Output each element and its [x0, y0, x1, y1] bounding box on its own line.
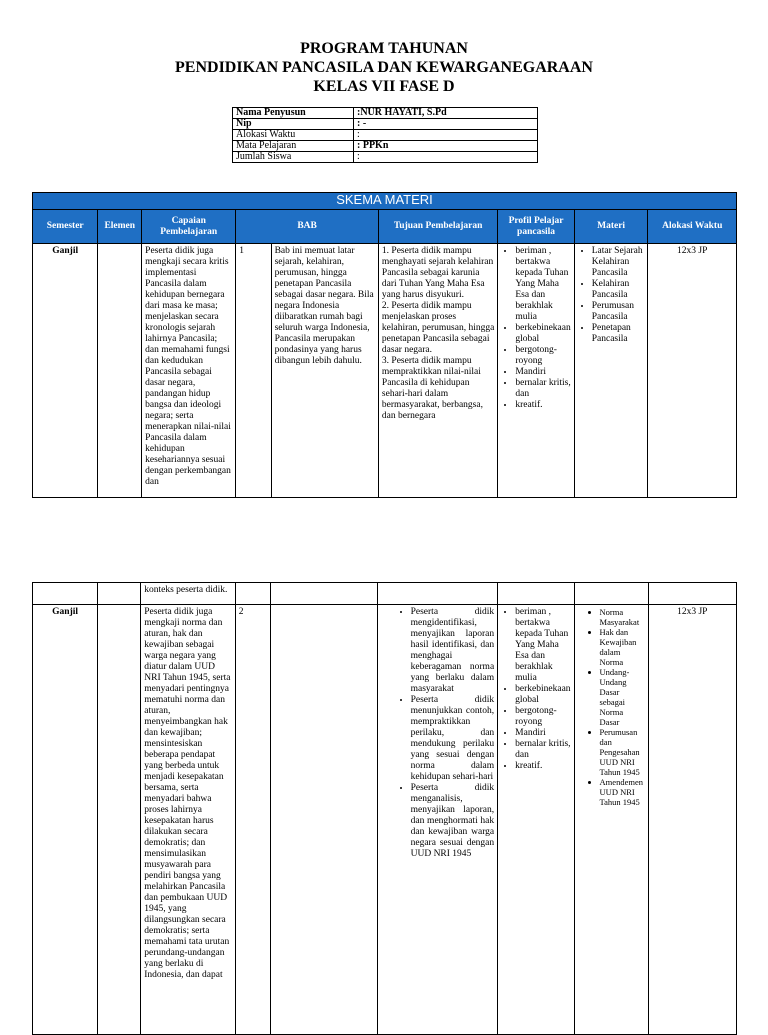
info-value: : PPKn: [354, 141, 538, 152]
list-item: • bergotong-royong: [515, 706, 570, 728]
list-item: • Perumusan dan Pengesahan UUD NRI Tahun 1945: [600, 727, 645, 777]
list-item: • Peserta didik menunjukkan contoh, mempraktikkan perilaku, dan mendukung perilaku yang sesuai dengan norma dalam kehidupan sehari-hari: [411, 695, 495, 783]
info-table: [232, 107, 538, 163]
list-item: • kreatif.: [515, 761, 570, 772]
cell-elemen: [98, 244, 142, 498]
tujuan-item: 3. Peserta didik mampu mempraktikkan nilai-nilai Pancasila di kehidupan sehari-hari dalam bermasyarakat, berbangsa, dan bernegara: [381, 356, 483, 421]
list-item: • Penetapan Pancasila: [592, 323, 645, 345]
cell-bab-number: 1: [236, 244, 271, 498]
info-value: :NUR HAYATI, S.Pd: [354, 108, 538, 119]
list-item: • Latar Sejarah Kelahiran Pancasila: [592, 246, 645, 279]
table-row: [33, 244, 737, 498]
cell-tujuan: [377, 605, 498, 1035]
list-item: • Mandiri: [515, 728, 570, 739]
list-item: • Peserta didik mengidentifikasi, menyajikan laporan hasil identifikasi, dan menghagai keberagaman norma yang berlaku dalam masyarakat: [411, 607, 495, 695]
list-item: • beriman , bertakwa kepada Tuhan Yang Maha Esa dan berakhlak mulia: [515, 607, 570, 684]
list-item: • kreatif.: [515, 400, 570, 411]
list-item: • Perumusan Pancasila: [592, 301, 645, 323]
page-class-title: KELAS VII FASE D: [313, 78, 455, 95]
cell-semester: Ganjil: [33, 605, 98, 1035]
column-headers: [33, 210, 737, 244]
list-item: • berkebinekaan global: [515, 684, 570, 706]
header-bab: BAB: [236, 210, 379, 244]
list-item: • Amendemen UUD NRI Tahun 1945: [600, 777, 645, 807]
cell-capaian: Peserta didik juga mengkaji norma dan aturan, hak dan kewajiban sebagai warga negara yang diatur dalam UUD NRI Tahun 1945, serta menyadari pentingnya mematuhi norma dan aturan, menyeimbangkan hak dan kewajiban; mensintesiskan beberapa pendapat yang berbeda untuk menjadi kesepakatan bersama, serta menyadari bahwa proses lahirnya kesepakatan harus dilakukan secara demokratis; dan mensimulasikan musyawarah para pendiri bangsa yang melahirkan Pancasila dan pembukaan UUD 1945, yang dilangsungkan secara demokratis; serta memahami tata urutan perundang-undangan yang berlaku di Indonesia, dan dapat: [141, 605, 235, 1035]
table-row: [33, 583, 737, 605]
list-item: • Undang-Undang Dasar sebagai Norma Dasar: [600, 667, 645, 727]
cell-bab-description: Bab ini memuat latar sejarah, kelahiran, perumusan, hingga penetapan Pancasila sebagai dasar negara. Bila negara Indonesia diibaratkan rumah bagi seluruh warga Indonesia, Pancasila merupakan pondasinya yang harus dibangun lebih dahulu.: [271, 244, 378, 498]
list-item: • beriman , bertakwa kepada Tuhan Yang Maha Esa dan berakhlak mulia: [515, 246, 570, 323]
tujuan-item: 2. Peserta didik mampu menjelaskan proses kelahiran, perumusan, hingga penetapan Pancasila sebagai dasar negara.: [381, 301, 495, 355]
header-semester: Semester: [33, 210, 98, 244]
header-elemen: Elemen: [98, 210, 142, 244]
cell-alokasi: 12x3 JP: [648, 605, 737, 1035]
skema-table-continued: [32, 582, 737, 1035]
cell-tujuan: [378, 244, 497, 498]
cell-bab-description: [271, 605, 377, 1035]
info-row: [233, 119, 538, 130]
info-row: [233, 141, 538, 152]
header-capaian: Capaian Pembelajaran: [142, 210, 236, 244]
cell-materi: [574, 244, 648, 498]
info-row: [233, 130, 538, 141]
info-row: [233, 152, 538, 163]
cell-elemen: [98, 605, 141, 1035]
list-item: • bergotong-royong: [515, 345, 570, 367]
info-label: Alokasi Waktu: [233, 130, 354, 141]
list-item: • Norma Masyarakat: [600, 607, 645, 627]
header-tujuan: Tujuan Pembelajaran: [378, 210, 497, 244]
header-alokasi: Alokasi Waktu: [648, 210, 737, 244]
page-subtitle: PENDIDIKAN PANCASILA DAN KEWARGANEGARAAN: [175, 59, 593, 76]
cell-materi: [574, 605, 648, 1035]
list-item: • Peserta didik menganalisis, menyajikan laporan, dan menghormati hak dan kewajiban warga negara sesuai dengan UUD NRI 1945: [411, 783, 495, 860]
cell-capaian-continued: konteks peserta didik.: [141, 583, 235, 605]
info-row: [233, 108, 538, 119]
header-materi: Materi: [574, 210, 648, 244]
list-item: • Hak dan Kewajiban dalam Norma: [600, 627, 645, 667]
cell-bab-number: 2: [235, 605, 270, 1035]
skema-table: [32, 192, 737, 498]
header-profil: Profil Pelajar pancasila: [498, 210, 574, 244]
table-row: [33, 605, 737, 1035]
list-item: • Kelahiran Pancasila: [592, 279, 645, 301]
list-item: • bernalar kritis, dan: [515, 378, 570, 400]
page-title: PROGRAM TAHUNAN: [300, 40, 468, 57]
info-label: Jumlah Siswa: [233, 152, 354, 163]
list-item: • berkebinekaan global: [515, 323, 570, 345]
skema-header: SKEMA MATERI: [33, 193, 737, 210]
cell-capaian: Peserta didik juga mengkaji secara kritis implementasi Pancasila dalam kehidupan bernegara dari masa ke masa; menjelaskan secara kronologis sejarah lahirnya Pancasila; dan memahami fungsi dan kedudukan Pancasila sebagai dasar negara, pandangan hidup bangsa dan ideologi negara; serta menerapkan nilai-nilai Pancasila dalam kehidupan kesehariannya sesuai dengan perkembangan dan: [142, 244, 236, 498]
cell-profil: [498, 605, 574, 1035]
cell-profil: [498, 244, 574, 498]
info-label: Nip: [233, 119, 354, 130]
cell-alokasi: 12x3 JP: [648, 244, 737, 498]
info-label: Mata Pelajaran: [233, 141, 354, 152]
info-value: :: [354, 130, 538, 141]
info-value: : -: [354, 119, 538, 130]
cell-semester: Ganjil: [33, 244, 98, 498]
info-label: Nama Penyusun: [233, 108, 354, 119]
list-item: • Mandiri: [515, 367, 570, 378]
list-item: • bernalar kritis, dan: [515, 739, 570, 761]
tujuan-item: 1. Peserta didik mampu menghayati sejarah kelahiran Pancasila sebagai karunia dari Tuhan Yang Maha Esa yang harus disyukuri.: [381, 246, 494, 300]
info-value: :: [354, 152, 538, 163]
